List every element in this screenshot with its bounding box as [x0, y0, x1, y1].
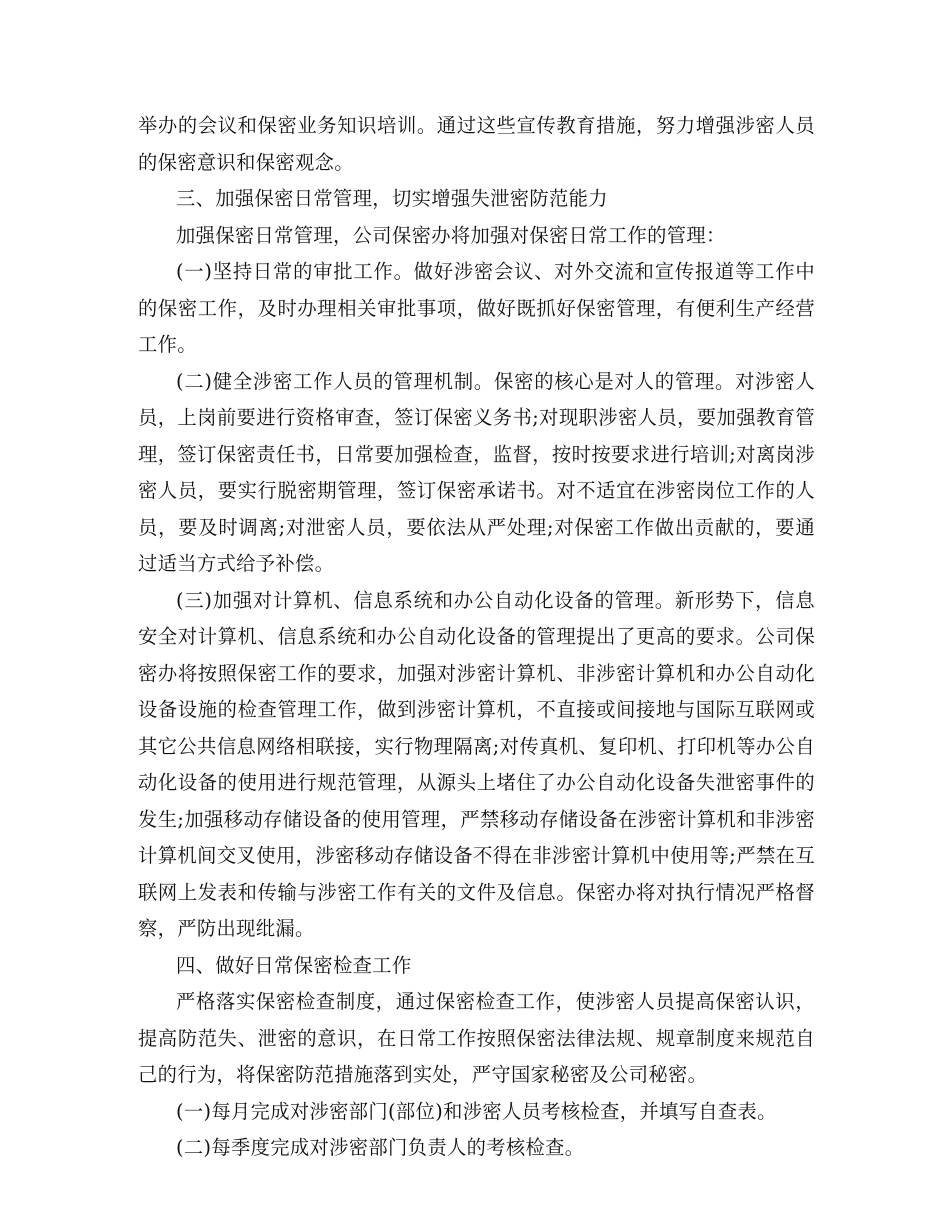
document-body	[138, 108, 815, 1167]
paragraph-quarterly-check: (二)每季度完成对涉密部门负责人的考核检查。	[176, 1136, 585, 1159]
paragraph-1: 举办的会议和保密业务知识培训。通过这些宣传教育措施，努力增强涉密人员的保密意识和保密观念。	[138, 114, 815, 174]
paragraph-item-2: (二)健全涉密工作人员的管理机制。保密的核心是对人的管理。对涉密人员，上岗前要进行资格审查，签订保密义务书;对现职涉密人员，要加强教育管理，签订保密责任书，日常要加强检查，监督，按时按要求进行培训;对离岗涉密人员，要实行脱密期管理，签订保密承诺书。对不适宜在涉密岗位工作的人员，要及时调离;对泄密人员，要依法从严处理;对保密工作做出贡献的，要通过适当方式给予补偿。	[138, 369, 815, 575]
paragraph-monthly-check: (一)每月完成对涉密部门(部位)和涉密人员考核检查，并填写自查表。	[176, 1099, 777, 1123]
section-heading-4: 四、做好日常保密检查工作	[176, 953, 412, 977]
paragraph-item-1: (一)坚持日常的审批工作。做好涉密会议、对外交流和宣传报道等工作中的保密工作，及时办理相关审批事项，做好既抓好保密管理，有便利生产经营工作。	[138, 260, 815, 356]
paragraph-inspection: 严格落实保密检查制度，通过保密检查工作，使涉密人员提高保密认识，提高防范失、泄密的意识，在日常工作按照保密法律法规、规章制度来规范自己的行为，将保密防范措施落到实处，严守国家秘密及公司秘密。	[138, 990, 815, 1086]
section-heading-3: 三、加强保密日常管理，切实增强失泄密防范能力	[176, 187, 608, 210]
paragraph-item-3: (三)加强对计算机、信息系统和办公自动化设备的管理。新形势下，信息安全对计算机、信息系统和办公自动化设备的管理提出了更高的要求。公司保密办将按照保密工作的要求，加强对涉密计算机、非涉密计算机和办公自动化设备设施的检查管理工作，做到涉密计算机，不直接或间接地与国际互联网或其它公共信息网络相联接，实行物理隔离;对传真机、复印机、打印机等办公自动化设备的使用进行规范管理，从源头上堵住了办公自动化设备失泄密事件的发生;加强移动存储设备的使用管理，严禁移动存储设备在涉密计算机和非涉密计算机间交叉使用，涉密移动存储设备不得在非涉密计算机中使用等;严禁在互联网上发表和传输与涉密工作有关的文件及信息。保密办将对执行情况严格督察，严防出现纰漏。	[138, 588, 815, 940]
paragraph-intro-management: 加强保密日常管理，公司保密办将加强对保密日常工作的管理：	[176, 223, 726, 247]
